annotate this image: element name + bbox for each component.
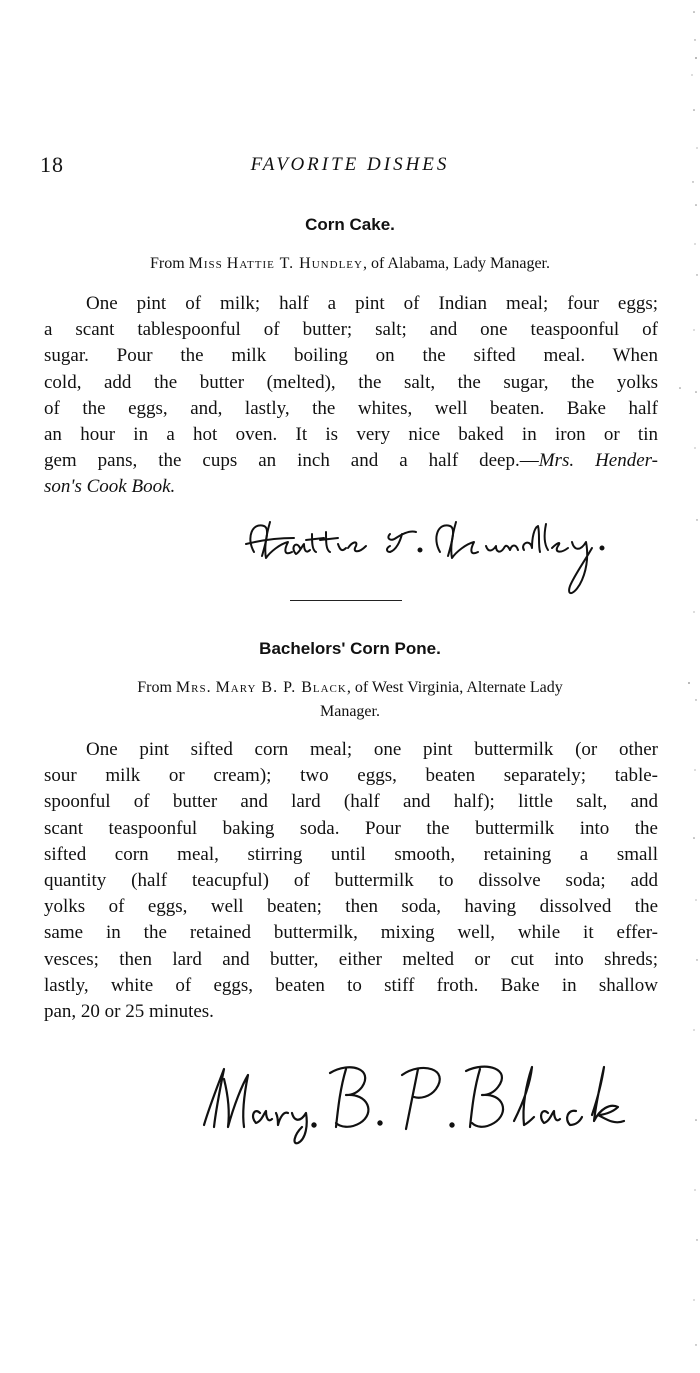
recipe1-line: sugar. Pour the milk boiling on the sifted meal. When [44,345,658,367]
section-divider [290,600,402,601]
recipe1-line: of the eggs, and, lastly, the whites, well beaten. Bake half [44,397,658,419]
recipe1-line: a scant tablespoonful of butter; salt; and one teaspoonful of [44,319,658,341]
from-prefix: From [137,679,176,696]
contributor-title: Mrs. [175,679,212,696]
recipe1-line: an hour in a hot oven. It is very nice baked in iron or tin [44,424,658,446]
recipe2-attribution [40,676,660,724]
recipe2-line: One pint sifted corn meal; one pint buttermilk (or other [86,739,658,760]
recipe-title-bachelors-corn-pone: Bachelors' Corn Pone. [259,639,441,658]
recipe1-line: gem pans, the cups an inch and a half deep.— [44,450,539,472]
recipe2-line: scant teaspoonful baking soda. Pour the buttermilk into the [44,817,658,839]
recipe-title-corn-cake: Corn Cake. [305,215,395,234]
running-head [40,150,660,180]
running-title: FAVORITE DISHES [250,154,450,175]
recipe2-line: spoonful of butter and lard (half and half); little salt, and [44,791,658,813]
source-citation-part1: Mrs. Hender- [538,450,658,472]
recipe2-line: sour milk or cream); two eggs, beaten separately; table- [44,765,658,787]
contributor-name: Mary B. P. Black [215,679,347,696]
signature-mary-b-p-black [190,1055,670,1145]
attribution-line2: Manager. [320,703,380,720]
recipe2-body [44,737,658,1025]
contributor-name: Hattie T. Hundley [226,255,363,272]
recipe2-line: sifted corn meal, stirring until smooth, retaining a small [44,843,658,865]
recipe1-attribution [40,252,660,276]
attribution-suffix: , of Alabama, Lady Manager. [362,255,550,272]
recipe1-line: One pint of milk; half a pint of Indian meal; four eggs; [86,293,658,314]
page-number: 18 [40,152,64,177]
signature-hattie-t-hundley [240,508,660,604]
recipe1-line-with-source [44,448,658,474]
recipe2-line: vesces; then lard and butter, either melted or cut into shreds; [44,948,658,970]
attribution-suffix: , of West Virginia, Alternate Lady [346,679,563,696]
recipe2-line: yolks of eggs, well beaten; then soda, having dissolved the [44,896,658,918]
recipe1-line: cold, add the butter (melted), the salt, the sugar, the yolks [44,371,658,393]
recipe1-body [44,291,658,501]
contributor-title: Miss [188,255,223,272]
recipe2-line: same in the retained buttermilk, mixing well, while it effer- [44,922,658,944]
source-citation-part2: son's Cook Book. [44,476,176,498]
from-prefix: From [149,255,189,272]
page-edge-specks [670,0,700,1373]
recipe2-line: lastly, white of eggs, beaten to stiff froth. Bake in shallow [44,974,658,996]
recipe2-line: quantity (half teacupful) of buttermilk to dissolve soda; add [44,870,658,892]
recipe2-line: pan, 20 or 25 minutes. [44,1001,214,1023]
